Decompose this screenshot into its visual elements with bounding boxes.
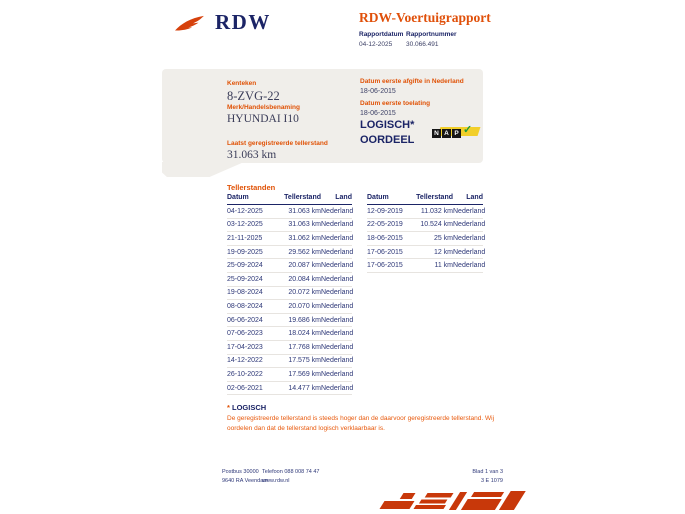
table-row <box>227 259 352 273</box>
footnote-title-text: LOGISCH <box>232 403 267 412</box>
toelating-label: Datum eerste toelating <box>360 100 431 107</box>
cell-tellerstand: 31.062 km <box>277 232 321 246</box>
table-row <box>227 340 352 354</box>
report-number-label: Rapportnummer <box>406 31 457 38</box>
cell-tellerstand: 20.070 km <box>277 300 321 314</box>
table-row <box>227 286 352 300</box>
cell-land: Nederland <box>453 232 483 246</box>
oordeel-line2: OORDEEL <box>360 134 415 146</box>
report-number-value: 30.066.491 <box>406 41 439 48</box>
afgifte-value: 18-06-2015 <box>360 88 396 95</box>
footer-contact <box>262 468 320 486</box>
cell-datum: 17-04-2023 <box>227 340 277 354</box>
cell-datum: 25-09-2024 <box>227 259 277 273</box>
cell-tellerstand: 19.686 km <box>277 313 321 327</box>
cell-tellerstand: 12 km <box>413 245 453 259</box>
footer-page-number: Blad 1 van 3 <box>472 469 503 475</box>
cell-tellerstand: 20.087 km <box>277 259 321 273</box>
table-row <box>227 232 352 246</box>
cell-tellerstand: 17.575 km <box>277 354 321 368</box>
cell-land: Nederland <box>321 354 352 368</box>
cell-datum: 17-06-2015 <box>367 259 413 273</box>
rdw-logo <box>174 10 271 36</box>
cell-land: Nederland <box>453 205 483 219</box>
cell-datum: 17-06-2015 <box>367 245 413 259</box>
footer-address-line2: 9640 RA Veendam <box>222 478 268 484</box>
table-row <box>367 245 483 259</box>
table-row <box>367 259 483 273</box>
cell-land: Nederland <box>321 381 352 395</box>
table-row <box>227 381 352 395</box>
table-row <box>227 300 352 314</box>
header-tellerstand: Tellerstand <box>277 192 321 205</box>
report-date-value: 04-12-2025 <box>359 41 393 48</box>
nap-check-icon: ✓ <box>463 124 473 136</box>
cell-tellerstand: 18.024 km <box>277 327 321 341</box>
rdw-wing-icon <box>174 10 208 36</box>
footnote-title <box>227 403 266 412</box>
header-tellerstand: Tellerstand <box>413 192 453 205</box>
header-land: Land <box>321 192 352 205</box>
cell-tellerstand: 10.524 km <box>413 218 453 232</box>
cell-datum: 21-11-2025 <box>227 232 277 246</box>
cell-datum: 03-12-2025 <box>227 218 277 232</box>
cell-land: Nederland <box>321 286 352 300</box>
oordeel-text <box>360 118 414 148</box>
cell-datum: 04-12-2025 <box>227 205 277 219</box>
table-row <box>227 354 352 368</box>
report-page <box>160 0 525 514</box>
table-row <box>227 205 352 219</box>
cell-datum: 08-08-2024 <box>227 300 277 314</box>
afgifte-label: Datum eerste afgifte in Nederland <box>360 78 464 85</box>
footer-address <box>222 468 268 486</box>
footnote-asterisk: * <box>227 403 233 412</box>
cell-land: Nederland <box>321 300 352 314</box>
footnote-text: De geregistreerde tellerstand is steeds hoger dan de daarvoor geregistreerde tellerstand. Wij oordelen dan dat de tellerstand logisch verklaarbaar is. <box>227 415 495 432</box>
tellerstanden-heading: Tellerstanden <box>227 183 276 192</box>
header-datum: Datum <box>227 192 277 205</box>
cell-datum: 25-09-2024 <box>227 272 277 286</box>
rdw-logo-text: RDW <box>215 9 271 34</box>
cell-land: Nederland <box>321 218 352 232</box>
vehicle-summary-card <box>162 69 483 163</box>
speed-stripes-graphic <box>372 489 528 514</box>
cell-tellerstand: 31.063 km <box>277 218 321 232</box>
footer-website: www.rdw.nl <box>262 478 290 484</box>
merk-label: Merk/Handelsbenaming <box>227 104 300 111</box>
table-row <box>227 245 352 259</box>
table-row <box>227 313 352 327</box>
nap-letter-p: P <box>452 129 461 138</box>
oordeel-line1: LOGISCH* <box>360 119 415 131</box>
cell-land: Nederland <box>453 245 483 259</box>
cell-land: Nederland <box>453 218 483 232</box>
cell-land: Nederland <box>321 340 352 354</box>
footer-form-code: 3 E 1079 <box>480 478 503 484</box>
table-row <box>227 327 352 341</box>
toelating-value: 18-06-2015 <box>360 110 396 117</box>
merk-value: HYUNDAI I10 <box>227 113 299 125</box>
footer-page-info <box>403 468 503 486</box>
cell-datum: 02-06-2021 <box>227 381 277 395</box>
tellerstanden-table-right <box>367 192 486 273</box>
table-row <box>227 272 352 286</box>
cell-tellerstand: 20.084 km <box>277 272 321 286</box>
table-row <box>367 218 483 232</box>
cell-land: Nederland <box>321 245 352 259</box>
table-header-row <box>227 192 352 205</box>
cell-datum: 18-06-2015 <box>367 232 413 246</box>
cell-land: Nederland <box>321 272 352 286</box>
table-header-row <box>367 192 483 205</box>
cell-tellerstand: 31.063 km <box>277 205 321 219</box>
cell-land: Nederland <box>453 259 483 273</box>
cell-datum: 26-10-2022 <box>227 368 277 382</box>
cell-tellerstand: 20.072 km <box>277 286 321 300</box>
tellerstanden-table-left <box>227 192 352 395</box>
table-row <box>367 205 483 219</box>
cell-tellerstand: 14.477 km <box>277 381 321 395</box>
cell-datum: 22-05-2019 <box>367 218 413 232</box>
cell-tellerstand: 17.569 km <box>277 368 321 382</box>
cell-datum: 19-08-2024 <box>227 286 277 300</box>
nap-letter-a: A <box>442 129 451 138</box>
cell-tellerstand: 11.032 km <box>413 205 453 219</box>
report-title: RDW-Voertuigrapport <box>359 10 491 25</box>
cell-datum: 06-06-2024 <box>227 313 277 327</box>
tellerstand-label: Laatst geregistreerde tellerstand <box>227 140 328 147</box>
cell-land: Nederland <box>321 259 352 273</box>
cell-tellerstand: 25 km <box>413 232 453 246</box>
cell-land: Nederland <box>321 205 352 219</box>
cell-tellerstand: 17.768 km <box>277 340 321 354</box>
cell-tellerstand: 11 km <box>413 259 453 273</box>
cell-tellerstand: 29.562 km <box>277 245 321 259</box>
header-land: Land <box>453 192 483 205</box>
cell-datum: 07-06-2023 <box>227 327 277 341</box>
kenteken-value: 8-ZVG-22 <box>227 89 280 103</box>
table-row <box>227 218 352 232</box>
footer-phone: Telefoon 088 008 74 47 <box>262 469 320 475</box>
nap-logo <box>432 120 480 138</box>
table-row <box>367 232 483 246</box>
kenteken-label: Kenteken <box>227 80 257 87</box>
cell-land: Nederland <box>321 232 352 246</box>
cell-land: Nederland <box>321 368 352 382</box>
cell-datum: 14-12-2022 <box>227 354 277 368</box>
tellerstand-value: 31.063 km <box>227 149 277 161</box>
card-corner-decoration <box>162 162 244 177</box>
header-datum: Datum <box>367 192 413 205</box>
table-row <box>227 368 352 382</box>
nap-letter-n: N <box>432 129 441 138</box>
cell-land: Nederland <box>321 313 352 327</box>
footer-address-line1: Postbus 30000 <box>222 469 259 475</box>
report-date-label: Rapportdatum <box>359 31 404 38</box>
cell-land: Nederland <box>321 327 352 341</box>
cell-datum: 12-09-2019 <box>367 205 413 219</box>
cell-datum: 19-09-2025 <box>227 245 277 259</box>
